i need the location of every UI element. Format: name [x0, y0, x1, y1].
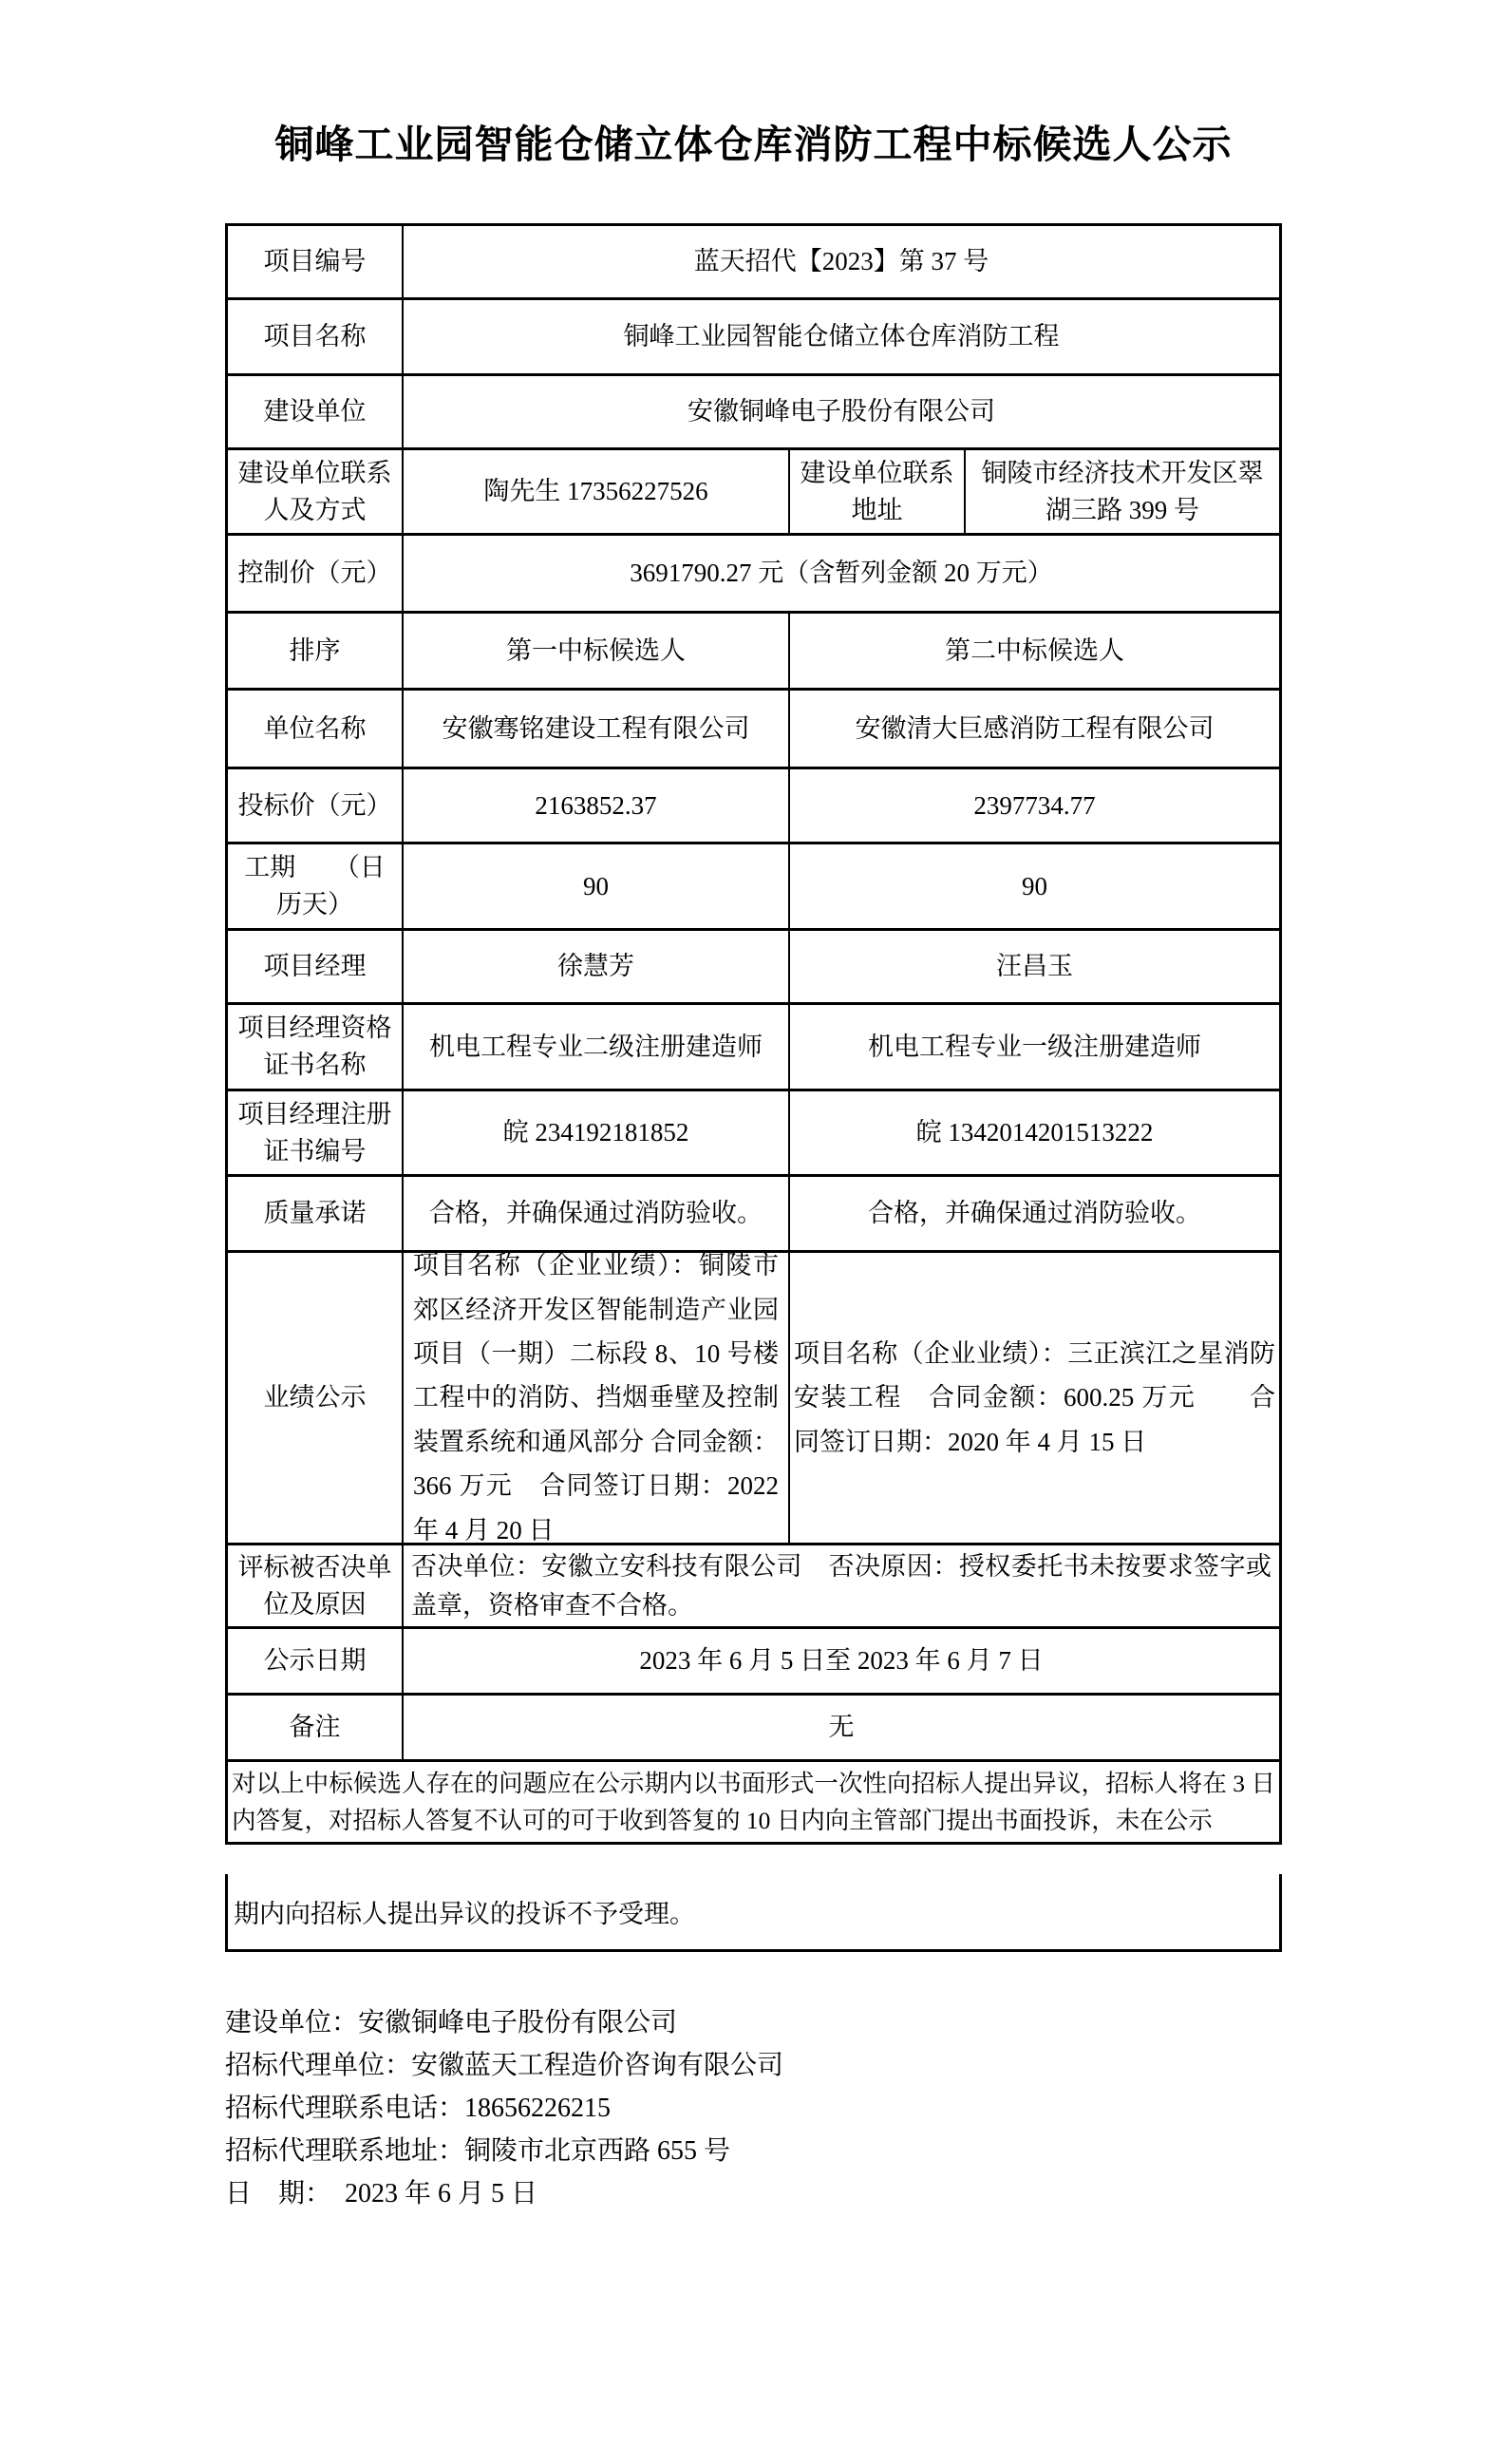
row-label: 备注	[289, 1713, 341, 1742]
row-label: 项目经理资格证书名称	[237, 1014, 392, 1080]
row-label: 单位名称	[263, 713, 367, 743]
row-label-address: 建设单位联系地址	[788, 450, 964, 533]
table-row-pm-certificate-name	[228, 1005, 1279, 1091]
footer-date-line: 日 期： 2023 年 6 月 5 日	[225, 2179, 538, 2209]
footer-block	[225, 2001, 1282, 2215]
table-row-publicity-date	[228, 1629, 1279, 1696]
candidate1-cell: 项目名称（企业业绩）：铜陵市郊区经济开发区智能制造产业园项目（一期）二标段 8、10 号楼工程中的消防、挡烟垂壁及控制装置系统和通风部分 合同金额：366 万元 合同签订日期：2022 年 4 月 20 日	[402, 1253, 788, 1543]
candidate1-cell: 90	[402, 844, 788, 928]
footer-agency-address-line: 招标代理联系地址：铜陵市北京西路 655 号	[225, 2136, 731, 2167]
row-label: 业绩公示	[263, 1383, 367, 1412]
row-label: 建设单位联系人及方式	[237, 458, 392, 524]
table-row-company-name	[228, 691, 1279, 769]
table-row-owner	[228, 376, 1279, 450]
table-row-rejected-bidder	[228, 1545, 1279, 1629]
row-label: 评标被否决单位及原因	[237, 1552, 392, 1619]
document-page	[225, 122, 1282, 2215]
row-label: 项目经理注册证书编号	[237, 1099, 392, 1166]
footer-owner-line: 建设单位：安徽铜峰电子股份有限公司	[225, 2008, 678, 2038]
table-row-remarks	[228, 1696, 1279, 1762]
candidate1-cell: 机电工程专业二级注册建造师	[402, 1005, 788, 1089]
row-value: 安徽铜峰电子股份有限公司	[402, 376, 1279, 447]
table-row-control-price	[228, 536, 1279, 614]
candidate2-cell: 第二中标候选人	[788, 614, 1279, 688]
table-row-bid-price	[228, 769, 1279, 844]
table-row-performance	[228, 1253, 1279, 1545]
row-label: 控制价（元）	[237, 559, 392, 588]
footer-agency-phone-line: 招标代理联系电话：18656226215	[225, 2094, 612, 2124]
row-value: 2023 年 6 月 5 日至 2023 年 6 月 7 日	[402, 1629, 1279, 1693]
row-value: 3691790.27 元（含暂列金额 20 万元）	[402, 536, 1279, 611]
candidate1-cell: 合格，并确保通过消防验收。	[402, 1177, 788, 1250]
row-value: 陶先生 17356227526	[402, 450, 788, 533]
row-value-address: 铜陵市经济技术开发区翠湖三路 399 号	[964, 450, 1279, 533]
candidate2-cell: 皖 1342014201513222	[788, 1091, 1279, 1174]
row-label: 工期 （日历天）	[244, 853, 386, 919]
row-label: 项目经理	[263, 952, 367, 981]
row-label: 建设单位	[263, 397, 367, 426]
candidate2-cell: 安徽清大巨感消防工程有限公司	[788, 691, 1279, 767]
row-value: 蓝天招代【2023】第 37 号	[402, 226, 1279, 297]
candidate1-cell: 皖 234192181852	[402, 1091, 788, 1174]
candidate2-cell: 合格，并确保通过消防验收。	[788, 1177, 1279, 1250]
table-row-project-name	[228, 300, 1279, 376]
table-row-quality-commitment	[228, 1177, 1279, 1253]
table-row-duration	[228, 844, 1279, 931]
announcement-table	[225, 223, 1282, 1845]
candidate1-cell: 徐慧芳	[402, 931, 788, 1002]
objection-note-continuation-box	[225, 1874, 1282, 1952]
candidate1-cell: 2163852.37	[402, 769, 788, 842]
row-label: 质量承诺	[263, 1199, 367, 1228]
candidate2-cell: 机电工程专业一级注册建造师	[788, 1005, 1279, 1089]
candidate1-cell: 第一中标候选人	[402, 614, 788, 688]
row-value: 无	[402, 1696, 1279, 1759]
row-label: 项目编号	[263, 247, 367, 276]
candidate2-cell: 汪昌玉	[788, 931, 1279, 1002]
candidate2-cell: 项目名称（企业业绩）：三正滨江之星消防安装工程 合同金额：600.25 万元 合同签订日期：2020 年 4 月 15 日	[788, 1253, 1279, 1543]
table-row-rank	[228, 614, 1279, 691]
row-label: 项目名称	[263, 322, 367, 351]
candidate2-cell: 90	[788, 844, 1279, 928]
row-value: 否决单位：安徽立安科技有限公司 否决原因：授权委托书未按要求签字或盖章，资格审查不合格。	[402, 1545, 1279, 1626]
candidate2-cell: 2397734.77	[788, 769, 1279, 842]
objection-note-text: 对以上中标候选人存在的问题应在公示期内以书面形式一次性向招标人提出异议，招标人将在 3 日内答复，对招标人答复不认可的可于收到答复的 10 日内向主管部门提出书面投诉，未在公示	[232, 1770, 1275, 1835]
row-value: 铜峰工业园智能仓储立体仓库消防工程	[402, 300, 1279, 373]
row-label: 投标价（元）	[237, 790, 392, 820]
candidate1-cell: 安徽骞铭建设工程有限公司	[402, 691, 788, 767]
table-row-project-number	[228, 226, 1279, 300]
row-label: 公示日期	[263, 1646, 367, 1676]
table-row-objection-note	[228, 1762, 1279, 1842]
table-row-project-manager	[228, 931, 1279, 1005]
table-row-pm-certificate-number	[228, 1091, 1279, 1177]
row-label: 排序	[289, 635, 341, 665]
table-row-owner-contact	[228, 450, 1279, 536]
objection-note-continued-text: 期内向招标人提出异议的投诉不予受理。	[234, 1900, 695, 1929]
page-title: 铜峰工业园智能仓储立体仓库消防工程中标候选人公示	[274, 123, 1233, 166]
footer-agency-line: 招标代理单位：安徽蓝天工程造价咨询有限公司	[225, 2051, 784, 2081]
